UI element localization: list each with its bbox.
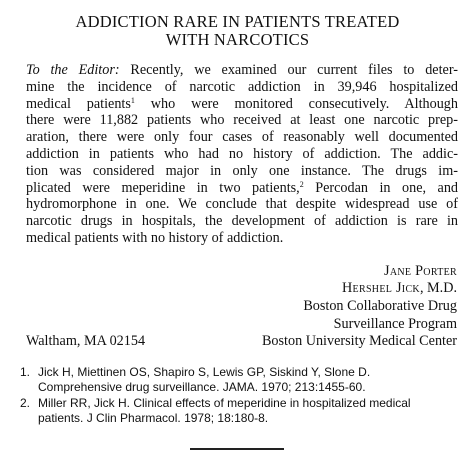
references-list: [20, 365, 456, 427]
letter-body: [26, 62, 458, 247]
body-line: medical patients with no history of addiction.: [26, 229, 284, 246]
reference-mark: 1: [130, 95, 135, 105]
section-divider: [190, 448, 284, 450]
body-line: To the Editor: Recently, we examined our current files to deter-: [26, 62, 458, 78]
body-line: narcotic drugs in hospitals, the development of addiction is rare in: [26, 213, 458, 230]
reference-number: 2.: [20, 396, 31, 410]
reference-line: patients. J Clin Pharmacol. 1978; 18:180-8.: [38, 410, 269, 425]
reference-line: Miller RR, Jick H. Clinical effects of meperidine in hospitalized medical: [38, 396, 411, 410]
letter-title-line-2: WITH NARCOTICS: [165, 30, 310, 49]
body-line: plicated were meperidine in two patients,$^2$ Percodan in one, and: [26, 179, 459, 196]
salutation: To the Editor:: [26, 62, 120, 78]
reference-line: Jick H, Miettinen OS, Shapiro S, Lewis GP, Siskind Y, Slone D.: [38, 365, 371, 379]
city-address: Waltham, MA 02154: [26, 333, 146, 349]
body-line: hydromorphone in one. We conclude that despite widespread use of: [26, 196, 458, 213]
reference-number: 1.: [20, 365, 31, 379]
body-line: mine the incidence of narcotic addiction in 39,946 hospitalized: [26, 78, 458, 95]
reference-item: [20, 396, 456, 425]
body-line: aration, there were only four cases of reasonably well documented: [26, 129, 458, 146]
reference-line: Comprehensive drug surveillance. JAMA. 1970; 213:1455-60.: [38, 379, 366, 394]
body-line: medical patients$^1$ who were monitored consecutively. Although: [26, 95, 458, 112]
author-name-porter: Jane Porter: [384, 263, 457, 279]
author-name-jick: Hershel Jick, M.D.: [342, 280, 457, 296]
affiliation-line-2: Surveillance Program: [333, 316, 457, 332]
body-line: tion was considered major in only one instance. The drugs im-: [26, 162, 458, 179]
letter-title-line-1: ADDICTION RARE IN PATIENTS TREATED: [75, 12, 400, 31]
body-line: addiction in patients who had no history of addiction. The addic-: [26, 145, 458, 162]
reference-item: [20, 365, 456, 394]
body-line: there were 11,882 patients who received at least one narcotic prep-: [26, 112, 458, 129]
affiliation-line-1: Boston Collaborative Drug: [303, 298, 457, 314]
reference-mark: 2: [299, 179, 304, 189]
affiliation-line-3: Boston University Medical Center: [261, 333, 457, 349]
